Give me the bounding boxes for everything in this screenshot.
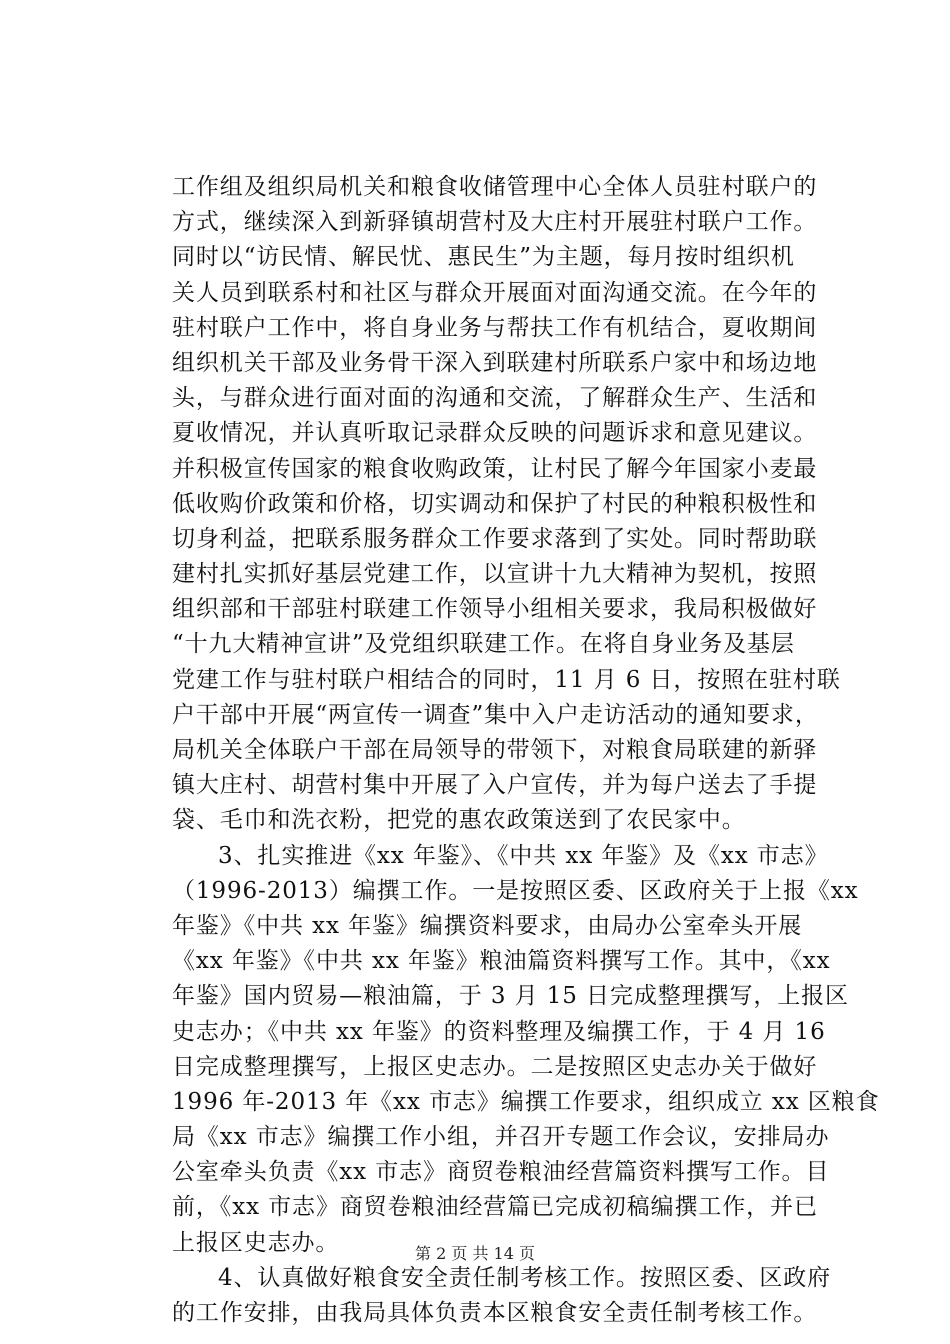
text-line: 年鉴》《中共 xx 年鉴》编撰资料要求，由局办公室牵头开展: [172, 912, 803, 939]
text-line: 上报区史志办。: [172, 1229, 340, 1256]
text-line: 《xx 年鉴》《中共 xx 年鉴》粮油篇资料撰写工作。其中，《xx: [172, 948, 831, 975]
text-line: 组织部和干部驻村联建工作领导小组相关要求，我局积极做好: [172, 596, 818, 623]
text-line: 驻村联户工作中，将自身业务与帮扶工作有机结合，夏收期间: [172, 314, 818, 341]
text-line: 组织机关干部及业务骨干深入到联建村所联系户家中和场边地: [172, 349, 818, 376]
text-line: 党建工作与驻村联户相结合的同时，11 月 6 日，按照在驻村联: [172, 666, 841, 693]
text-line: 户干部中开展“两宣传一调查”集中入户走访活动的通知要求，: [172, 701, 819, 728]
text-line: 并积极宣传国家的粮食收购政策，让村民了解今年国家小麦最: [172, 455, 818, 482]
text-line: 史志办；《中共 xx 年鉴》的资料整理及编撰工作，于 4 月 16: [172, 1018, 826, 1045]
paragraph-3-heading-line: 3、扎实推进《xx 年鉴》、《中共 xx 年鉴》及《xx 市志》: [218, 842, 829, 869]
text-line: 低收购价政策和价格，切实调动和保护了村民的种粮积极性和: [172, 490, 818, 517]
page-number-footer: 第 2 页 共 14 页: [415, 1244, 535, 1263]
paragraph-4-heading-line: 4、认真做好粮食安全责任制考核工作。按照区委、区政府: [218, 1264, 832, 1291]
text-line: 建村扎实抓好基层党建工作，以宣讲十九大精神为契机，按照: [172, 561, 818, 588]
text-line: 1996 年-2013 年《xx 市志》编撰工作要求，组织成立 xx 区粮食: [172, 1088, 880, 1115]
text-line: 日完成整理撰写，上报区史志办。二是按照区史志办关于做好: [172, 1053, 818, 1080]
text-line: 公室牵头负责《xx 市志》商贸卷粮油经营篇资料撰写工作。目: [172, 1159, 830, 1186]
text-line: 切身利益，把联系服务群众工作要求落到了实处。同时帮助联: [172, 525, 818, 552]
text-line: 关人员到联系村和社区与群众开展面对面沟通交流。在今年的: [172, 279, 818, 306]
text-line: 头，与群众进行面对面的沟通和交流，了解群众生产、生活和: [172, 385, 818, 412]
text-line: 年鉴》国内贸易—粮油篇，于 3 月 15 日完成整理撰写，上报区: [172, 983, 849, 1010]
text-line: 局机关全体联户干部在局领导的带领下，对粮食局联建的新驿: [172, 737, 818, 763]
text-line: 袋、毛巾和洗衣粉，把党的惠农政策送到了农民家中。: [172, 807, 746, 834]
text-line: 同时以“访民情、解民忧、惠民生”为主题，每月按时组织机: [172, 244, 795, 271]
text-line: 的工作安排，由我局具体负责本区粮食安全责任制考核工作。: [172, 1300, 818, 1326]
text-line: 前，《xx 市志》商贸卷粮油经营篇已完成初稿编撰工作，并已: [172, 1194, 818, 1221]
text-line: 局《xx 市志》编撰工作小组，并召开专题工作会议，安排局办: [172, 1124, 830, 1151]
text-line: 工作组及组织局机关和粮食收储管理中心全体人员驻村联户的: [172, 174, 818, 200]
text-line: （1996-2013）编撰工作。一是按照区委、区政府关于上报《xx: [172, 877, 859, 904]
text-line: 夏收情况，并认真听取记录群众反映的问题诉求和意见建议。: [172, 420, 818, 447]
text-line: “十九大精神宣讲”及党组织联建工作。在将自身业务及基层: [172, 631, 795, 658]
text-line: 镇大庄村、胡营村集中开展了入户宣传，并为每户送去了手提: [172, 772, 818, 799]
text-line: 方式，继续深入到新驿镇胡营村及大庄村开展驻村联户工作。: [172, 209, 818, 236]
document-body: [172, 170, 880, 1331]
